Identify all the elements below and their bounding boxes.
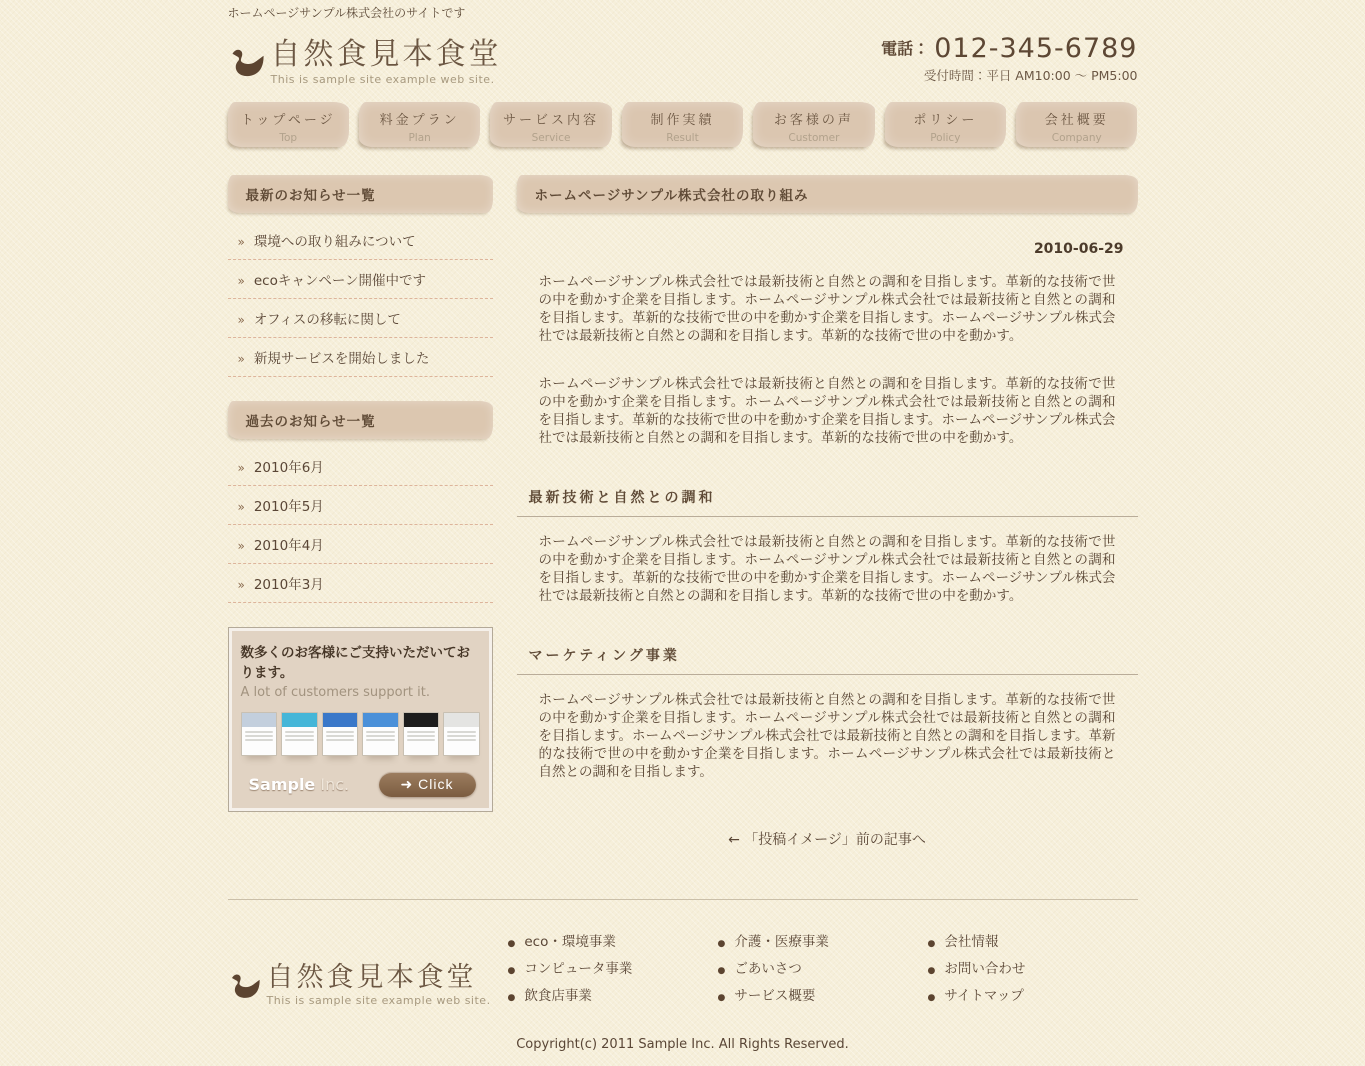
nav-item-company[interactable] xyxy=(1016,102,1137,147)
bullet-icon: ● xyxy=(507,938,516,949)
phone xyxy=(881,33,1137,64)
list-item-label: 新規サービスを開始しました xyxy=(253,351,430,367)
footer-column xyxy=(508,926,718,1007)
site-thumbnail xyxy=(281,712,318,756)
header xyxy=(228,33,1138,86)
latest-news-heading: 最新のお知らせ一覧 xyxy=(228,175,493,213)
link-marker-icon: » xyxy=(237,578,245,592)
list-item-label: 2010年6月 xyxy=(253,460,324,476)
phone-label: 電話： xyxy=(881,39,930,58)
banner-subheadline: A lot of customers support it. xyxy=(240,685,430,700)
site-thumbnail xyxy=(322,712,359,756)
list-item-label: 2010年5月 xyxy=(253,499,324,515)
nav-item-customer[interactable] xyxy=(753,102,874,147)
bullet-icon: ● xyxy=(717,992,726,1003)
footer-link-label: 介護・医療事業 xyxy=(734,933,829,950)
link-marker-icon: » xyxy=(237,461,245,475)
nav-label: 制作実績 xyxy=(650,113,715,128)
article-paragraph: ホームページサンプル株式会社では最新技術と自然との調和を目指します。革新的な技術で世の中を動かす企業を目指します。ホームページサンプル株式会社では最新技術と自然との調和を目指します。革新的な技術で世の中を動かす企業を目指します。ホームページサンプル株式会社では最新技術と自然との調和を目指します。革新的な技術で世の中を動かす。 xyxy=(538,274,1116,344)
sidebar xyxy=(228,175,493,812)
site-logo[interactable] xyxy=(228,37,502,86)
footer-link-label: お問い合わせ xyxy=(944,960,1026,977)
link-marker-icon: » xyxy=(237,539,245,553)
phone-number: 012-345-6789 xyxy=(934,33,1138,64)
list-item[interactable] xyxy=(228,260,493,299)
past-news-list xyxy=(228,447,493,603)
main-area xyxy=(228,175,1138,859)
footer-link-label: サービス概要 xyxy=(734,987,816,1004)
footer-divider xyxy=(228,899,1138,900)
site-tagline: This is sample site example web site. xyxy=(270,73,495,86)
site-thumbnail xyxy=(403,712,440,756)
header-contact xyxy=(881,33,1137,86)
list-item-label: オフィスの移転に関して xyxy=(253,312,401,328)
footer-link[interactable] xyxy=(508,926,718,953)
list-item[interactable] xyxy=(228,486,493,525)
footer-site-tagline: This is sample site example web site. xyxy=(266,994,491,1007)
link-marker-icon: » xyxy=(237,352,245,366)
list-item[interactable] xyxy=(228,338,493,377)
site-thumbnails xyxy=(241,712,480,756)
bullet-icon: ● xyxy=(717,938,726,949)
footer-link-label: サイトマップ xyxy=(944,987,1024,1004)
copyright-notice: Copyright(c) 2011 Sample Inc. All Rights Reserved. xyxy=(516,1037,849,1052)
bullet-icon: ● xyxy=(927,992,936,1003)
banner-brand-bold: Sample xyxy=(248,775,316,794)
bullet-icon: ● xyxy=(927,938,936,949)
footer-logo-text xyxy=(267,964,491,1007)
banner-brand-light: Inc. xyxy=(320,775,350,794)
footer-link[interactable] xyxy=(928,953,1138,980)
nav-item-top[interactable] xyxy=(228,102,349,147)
link-marker-icon: » xyxy=(237,235,245,249)
nav-item-policy[interactable] xyxy=(885,102,1006,147)
nav-label: 料金プラン xyxy=(379,113,460,128)
section-heading: 最新技術と自然との調和 xyxy=(517,481,1138,517)
promo-banner[interactable] xyxy=(228,627,493,812)
nav-sublabel: Company xyxy=(1051,132,1102,144)
footer-link[interactable] xyxy=(508,953,718,980)
nav-label: ポリシー xyxy=(913,113,978,128)
footer-link-label: 飲食店事業 xyxy=(524,987,592,1004)
footer-link[interactable] xyxy=(718,980,928,1007)
site-thumbnail xyxy=(241,712,278,756)
list-item[interactable] xyxy=(228,447,493,486)
list-item-label: 環境への取り組みについて xyxy=(253,234,416,250)
article-paragraph: ホームページサンプル株式会社では最新技術と自然との調和を目指します。革新的な技術で世の中を動かす企業を目指します。ホームページサンプル株式会社では最新技術と自然との調和を目指します。革新的な技術で世の中を動かす企業を目指します。ホームページサンプル株式会社では最新技術と自然との調和を目指します。革新的な技術で世の中を動かす。 xyxy=(538,376,1116,446)
footer-link[interactable] xyxy=(718,953,928,980)
footer-link[interactable] xyxy=(508,980,718,1007)
banner-click-button[interactable]: ➜ Click xyxy=(379,772,476,797)
bullet-icon: ● xyxy=(507,992,516,1003)
footer-link-label: ごあいさつ xyxy=(734,960,802,977)
footer-column xyxy=(928,926,1138,1007)
footer-link[interactable] xyxy=(928,980,1138,1007)
list-item-label: ecoキャンペーン開催中です xyxy=(253,273,427,289)
page-container xyxy=(228,0,1138,1052)
list-item[interactable] xyxy=(228,564,493,603)
bullet-icon: ● xyxy=(507,965,516,976)
main-nav xyxy=(228,102,1138,147)
list-item[interactable] xyxy=(228,299,493,338)
footer-link[interactable] xyxy=(718,926,928,953)
section-heading: マーケティング事業 xyxy=(517,639,1138,675)
previous-article-link[interactable]: ← 「投稿イメージ」前の記事へ xyxy=(728,832,926,848)
nav-sublabel: Customer xyxy=(788,132,840,144)
bullet-icon: ● xyxy=(927,965,936,976)
banner-footer xyxy=(241,772,480,797)
logo-text xyxy=(270,37,502,86)
banner-headline: 数多くのお客様にご支持いただいております。 xyxy=(240,645,470,681)
footer xyxy=(228,922,1138,1007)
site-thumbnail xyxy=(443,712,480,756)
banner-brand xyxy=(249,775,350,794)
article-date: 2010-06-29 xyxy=(1033,241,1124,257)
nav-label: お客様の声 xyxy=(773,113,854,128)
nav-label: サービス内容 xyxy=(503,113,600,128)
article xyxy=(517,175,1138,859)
link-marker-icon: » xyxy=(237,274,245,288)
nav-sublabel: Result xyxy=(666,132,699,144)
bullet-icon: ● xyxy=(717,965,726,976)
article-title: ホームページサンプル株式会社の取り組み xyxy=(517,175,1138,213)
nav-item-service[interactable] xyxy=(490,102,611,147)
link-marker-icon: » xyxy=(237,500,245,514)
link-marker-icon: » xyxy=(237,313,245,327)
footer-link-label: 会社情報 xyxy=(944,933,999,950)
footer-link[interactable] xyxy=(928,926,1138,953)
duck-icon xyxy=(228,44,264,86)
business-hours: 受付時間：平日 AM10:00 ～ PM5:00 xyxy=(923,68,1138,83)
latest-news-list xyxy=(228,221,493,377)
site-title: 自然食見本食堂 xyxy=(270,37,502,72)
footer-link-label: コンピュータ事業 xyxy=(524,960,633,977)
nav-label: トップページ xyxy=(240,113,336,128)
duck-icon xyxy=(228,969,260,1007)
site-note: ホームページサンプル株式会社のサイトです xyxy=(227,6,466,20)
list-item[interactable] xyxy=(228,221,493,260)
footer-column xyxy=(718,926,928,1007)
list-item-label: 2010年4月 xyxy=(253,538,324,554)
nav-item-plan[interactable] xyxy=(359,102,480,147)
footer-logo[interactable] xyxy=(228,922,508,1007)
nav-item-result[interactable] xyxy=(622,102,743,147)
nav-label: 会社概要 xyxy=(1044,113,1109,128)
nav-sublabel: Service xyxy=(531,132,571,144)
footer-site-title: 自然食見本食堂 xyxy=(266,962,477,993)
nav-sublabel: Plan xyxy=(408,132,431,144)
past-news-heading: 過去のお知らせ一覧 xyxy=(228,401,493,439)
list-item[interactable] xyxy=(228,525,493,564)
nav-sublabel: Policy xyxy=(930,132,961,144)
article-paragraph: ホームページサンプル株式会社では最新技術と自然との調和を目指します。革新的な技術で世の中を動かす企業を目指します。ホームページサンプル株式会社では最新技術と自然との調和を目指します。ホームページサンプル株式会社では最新技術と自然との調和を目指します。革新的な技術で世の中を動かす企業を目指します。ホームページサンプル株式会社では最新技術と自然との調和を目指します。 xyxy=(538,692,1116,780)
list-item-label: 2010年3月 xyxy=(253,577,324,593)
footer-nav xyxy=(508,922,1138,1007)
nav-sublabel: Top xyxy=(279,132,298,144)
article-paragraph: ホームページサンプル株式会社では最新技術と自然との調和を目指します。革新的な技術で世の中を動かす企業を目指します。ホームページサンプル株式会社では最新技術と自然との調和を目指します。革新的な技術で世の中を動かす企業を目指します。ホームページサンプル株式会社では最新技術と自然との調和を目指します。革新的な技術で世の中を動かす。 xyxy=(538,534,1116,604)
footer-link-label: eco・環境事業 xyxy=(524,933,616,950)
site-thumbnail xyxy=(362,712,399,756)
